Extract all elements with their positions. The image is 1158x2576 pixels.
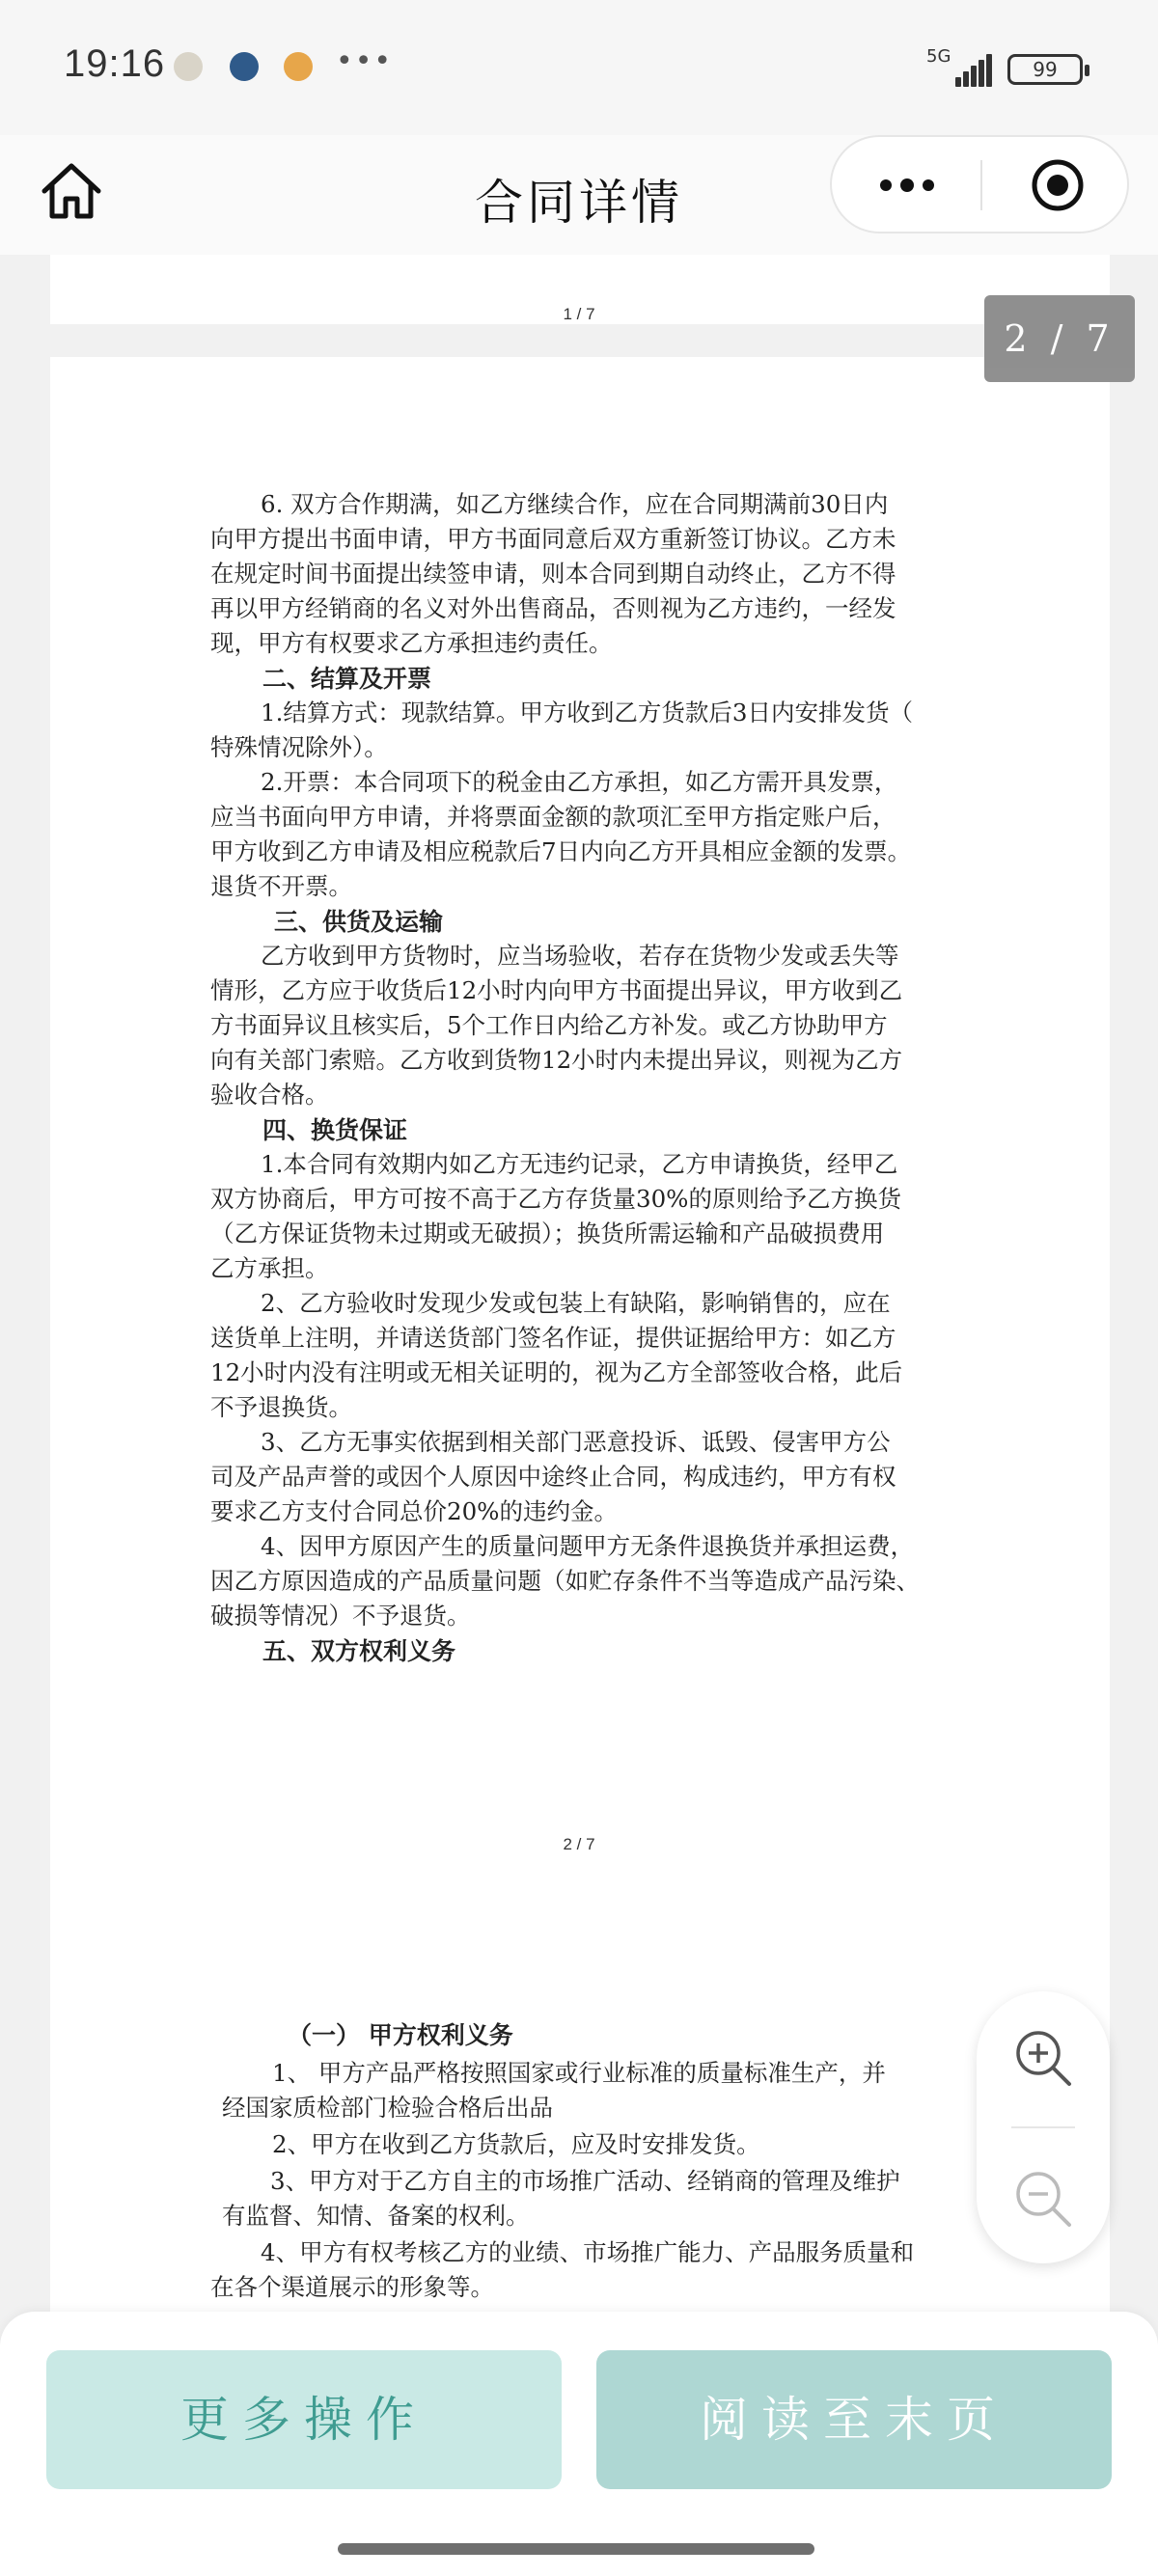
document-line: 应当书面向甲方申请，并将票面金额的款项汇至甲方指定账户后， bbox=[210, 803, 896, 831]
document-line: 验收合格。 bbox=[210, 1081, 329, 1109]
section-heading: （一） 甲方权利义务 bbox=[288, 2021, 513, 2049]
notification-app-icon bbox=[174, 52, 203, 81]
document-line: 送货单上注明，并请送货部门签名作证，提供证据给甲方：如乙方 bbox=[210, 1324, 896, 1352]
close-target-icon[interactable] bbox=[1031, 158, 1085, 212]
document-line: 要求乙方支付合同总价20%的违约金。 bbox=[210, 1497, 618, 1525]
document-line: 3、乙方无事实依据到相关部门恶意投诉、诋毁、侵害甲方公 bbox=[261, 1428, 891, 1456]
document-line: 乙方承担。 bbox=[210, 1254, 329, 1282]
document-line: 3、甲方对于乙方自主的市场推广活动、经销商的管理及维护 bbox=[270, 2167, 900, 2195]
mini-program-capsule bbox=[830, 135, 1129, 233]
document-line: 向甲方提出书面申请，甲方书面同意后双方重新签订协议。乙方未 bbox=[210, 525, 896, 553]
document-viewer[interactable] bbox=[0, 255, 1158, 2319]
document-line: 甲方收到乙方申请及相应税款后7日内向乙方开具相应金额的发票。 bbox=[210, 837, 912, 865]
section-heading: 四、换货保证 bbox=[262, 1116, 408, 1144]
document-line: 情形，乙方应于收货后12小时内向甲方书面提出异议，甲方收到乙 bbox=[210, 976, 903, 1004]
document-line: 方书面异议且核实后，5个工作日内给乙方补发。或乙方协助甲方 bbox=[210, 1011, 888, 1039]
home-indicator[interactable] bbox=[338, 2543, 814, 2555]
document-line: 双方协商后，甲方可按不高于乙方存货量30%的原则给予乙方换货 bbox=[210, 1185, 901, 1213]
capsule-divider bbox=[980, 160, 982, 210]
document-line: 再以甲方经销商的名义对外出售商品，否则视为乙方违约，一经发 bbox=[210, 594, 896, 622]
document-line: （乙方保证货物未过期或无破损）；换货所需运输和产品破损费用 bbox=[210, 1219, 885, 1247]
page-title: 合同详情 bbox=[475, 175, 683, 231]
notification-app-icon bbox=[230, 52, 259, 81]
notification-app-icon bbox=[284, 52, 313, 81]
section-heading: 二、结算及开票 bbox=[262, 665, 432, 693]
document-line: 1.结算方式：现款结算。甲方收到乙方货款后3日内安排发货（ bbox=[261, 699, 913, 726]
page-number-2: 2 / 7 bbox=[563, 1835, 595, 1853]
zoom-out-icon[interactable] bbox=[1011, 2167, 1075, 2231]
page-number-1: 1 / 7 bbox=[563, 305, 595, 323]
document-line: 经国家质检部门检验合格后出品 bbox=[222, 2094, 553, 2122]
status-time: 19:16 bbox=[64, 42, 166, 85]
zoom-control bbox=[977, 1991, 1110, 2263]
nav-bar bbox=[0, 135, 1158, 255]
document-line: 现，甲方有权要求乙方承担违约责任。 bbox=[210, 629, 613, 657]
document-line: 2.开票：本合同项下的税金由乙方承担，如乙方需开具发票， bbox=[261, 768, 898, 796]
document-line: 乙方收到甲方货物时，应当场验收，若存在货物少发或丢失等 bbox=[261, 942, 899, 970]
zoom-in-icon[interactable] bbox=[1011, 2026, 1075, 2090]
document-line: 司及产品声誉的或因个人原因中途终止合同，构成违约，甲方有权 bbox=[210, 1463, 896, 1491]
document-line: 4、因甲方原因产生的质量问题甲方无条件退换货并承担运费， bbox=[261, 1532, 915, 1560]
section-heading: 五、双方权利义务 bbox=[262, 1637, 456, 1665]
battery-icon: 99 bbox=[1007, 54, 1083, 85]
document-line: 1、 甲方产品严格按照国家或行业标准的质量标准生产，并 bbox=[272, 2059, 886, 2087]
document-line: 2、甲方在收到乙方货款后，应及时安排发货。 bbox=[272, 2130, 760, 2158]
zoom-divider bbox=[1011, 2126, 1075, 2128]
document-line: 有监督、知情、备案的权利。 bbox=[222, 2202, 530, 2230]
document-line: 在规定时间书面提出续签申请，则本合同到期自动终止，乙方不得 bbox=[210, 560, 896, 588]
document-line: 6. 双方合作期满，如乙方继续合作，应在合同期满前30日内 bbox=[261, 490, 889, 518]
page-indicator: 2 / 7 bbox=[984, 295, 1135, 382]
signal-icon bbox=[955, 54, 994, 87]
more-notifications-icon: ••• bbox=[336, 44, 394, 78]
document-line: 因乙方原因造成的产品质量问题（如贮存条件不当等造成产品污染、 bbox=[210, 1567, 920, 1595]
document-line: 特殊情况除外）。 bbox=[210, 733, 388, 761]
section-heading: 三、供货及运输 bbox=[274, 908, 444, 936]
document-line: 向有关部门索赔。乙方收到货物12小时内未提出异议，则视为乙方 bbox=[210, 1046, 903, 1074]
bottom-action-bar bbox=[0, 2312, 1158, 2576]
network-type: 5G bbox=[926, 46, 951, 67]
document-line: 不予退换货。 bbox=[210, 1393, 352, 1421]
more-menu-button[interactable] bbox=[832, 137, 980, 232]
document-line: 破损等情况）不予退货。 bbox=[210, 1602, 471, 1630]
document-line: 1.本合同有效期内如乙方无违约记录，乙方申请换货，经甲乙 bbox=[261, 1150, 898, 1178]
more-actions-button[interactable]: 更多操作 bbox=[46, 2350, 562, 2489]
document-line: 12小时内没有注明或无相关证明的，视为乙方全部签收合格，此后 bbox=[210, 1358, 903, 1386]
status-bar bbox=[0, 0, 1158, 135]
document-line: 2、乙方验收时发现少发或包装上有缺陷，影响销售的，应在 bbox=[261, 1289, 891, 1317]
document-line: 退货不开票。 bbox=[210, 872, 352, 900]
read-to-end-button[interactable]: 阅读至末页 bbox=[596, 2350, 1112, 2489]
document-line: 4、甲方有权考核乙方的业绩、市场推广能力、产品服务质量和 bbox=[261, 2238, 915, 2266]
document-line: 在各个渠道展示的形象等。 bbox=[210, 2273, 494, 2301]
